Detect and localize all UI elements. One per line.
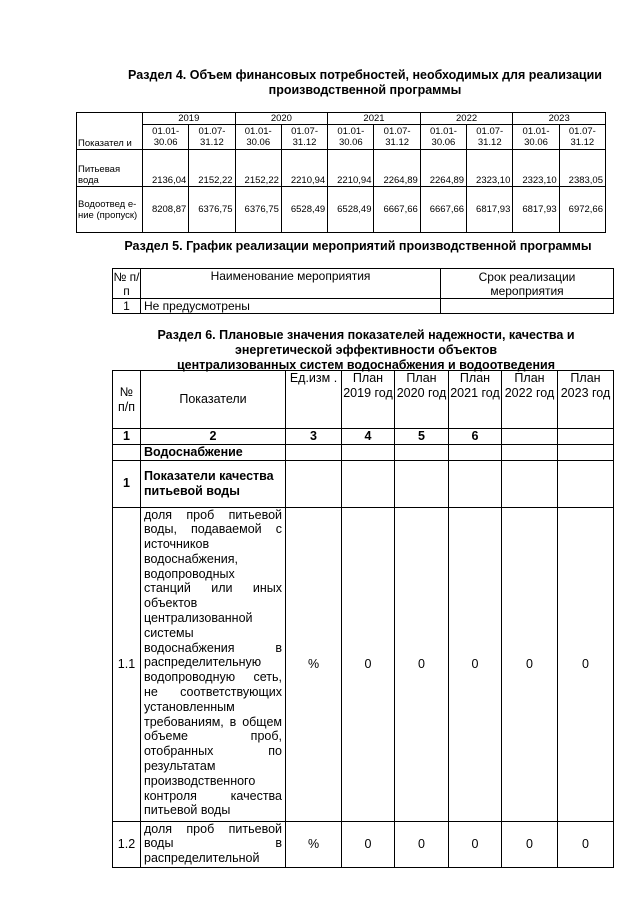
t6-group-row bbox=[113, 444, 614, 460]
t6-group-label: Водоснабжение bbox=[141, 444, 286, 460]
table-row bbox=[113, 507, 614, 821]
t5-row-num: 1 bbox=[113, 299, 141, 314]
t6-empty-cell bbox=[113, 444, 141, 460]
t6-empty-cell bbox=[558, 460, 614, 507]
t6-plan-header: План 2020 год bbox=[395, 371, 449, 429]
t5-row-name: Не предусмотрены bbox=[141, 299, 441, 314]
t6-plan-header: План 2019 год bbox=[342, 371, 395, 429]
t6-empty-cell bbox=[342, 444, 395, 460]
t4-cell: 2264,89 bbox=[374, 150, 420, 187]
t4-cell: 2152,22 bbox=[235, 150, 281, 187]
t6-row-value: 0 bbox=[395, 507, 449, 821]
t6-plan-header: План 2021 год bbox=[449, 371, 502, 429]
t6-unit-header: Ед.изм . bbox=[286, 371, 342, 429]
t6-col-number: 6 bbox=[449, 429, 502, 445]
t6-col-number: 3 bbox=[286, 429, 342, 445]
t4-period: 01.07-31.12 bbox=[281, 125, 327, 150]
t4-year: 2020 bbox=[235, 113, 328, 125]
t6-empty-cell bbox=[502, 444, 558, 460]
t5-num-header: № п/п bbox=[113, 269, 140, 298]
t4-cell: 2323,10 bbox=[513, 150, 559, 187]
t6-header-row bbox=[113, 371, 614, 429]
section4-title bbox=[100, 68, 630, 98]
t4-cell: 6376,75 bbox=[235, 187, 281, 233]
t4-indicator-header: Показател и bbox=[77, 113, 143, 150]
t6-row-unit: % bbox=[286, 507, 342, 821]
t6-col-numbers-row bbox=[113, 429, 614, 445]
t4-year: 2022 bbox=[420, 113, 513, 125]
t4-cell: 6528,49 bbox=[328, 187, 374, 233]
t4-period: 01.01-30.06 bbox=[235, 125, 281, 150]
t6-row-value: 0 bbox=[395, 821, 449, 867]
t4-cell: 2136,04 bbox=[143, 150, 189, 187]
t6-row-text: доля проб питьевой воды, подаваемой с источников водоснабжения, водопроводных станций или иных объектов централизованной системы водоснабжения в распределительную водопроводную сеть, не соответствующих установленным требованиям, в общем объеме проб, отобранных по результатам производственного контроля качества питьевой воды bbox=[141, 507, 286, 821]
t4-period: 01.07-31.12 bbox=[559, 125, 605, 150]
t4-row-label: Водоотвед е-ние (пропуск) bbox=[77, 187, 143, 233]
t6-empty-cell bbox=[558, 444, 614, 460]
t4-cell: 2152,22 bbox=[189, 150, 235, 187]
t4-cell: 6376,75 bbox=[189, 187, 235, 233]
table-row bbox=[113, 299, 614, 314]
t6-empty-cell bbox=[449, 444, 502, 460]
t6-subgroup-label: Показатели качества питьевой воды bbox=[141, 460, 286, 507]
table-row bbox=[77, 187, 606, 233]
t6-subgroup-num: 1 bbox=[113, 460, 141, 507]
t4-year: 2023 bbox=[513, 113, 606, 125]
section6-title-line2: энергетической эффективности объектов bbox=[234, 343, 498, 357]
t6-indicators-header: Показатели bbox=[141, 371, 286, 429]
t5-row-term bbox=[441, 299, 614, 314]
t6-empty-cell bbox=[286, 460, 342, 507]
t5-term-header: Срок реализации мероприятия bbox=[441, 269, 614, 299]
t6-col-number: 1 bbox=[113, 429, 141, 445]
t4-cell: 6667,66 bbox=[374, 187, 420, 233]
t6-plan-header: План 2022 год bbox=[502, 371, 558, 429]
t6-row-value: 0 bbox=[558, 507, 614, 821]
section6-title-line3: централизованных систем водоснабжения и водоотведения bbox=[176, 358, 556, 372]
t6-row-value: 0 bbox=[558, 821, 614, 867]
t4-cell: 6667,66 bbox=[420, 187, 466, 233]
section4-title-line2: производственной программы bbox=[268, 83, 462, 97]
indicators-table bbox=[112, 370, 614, 868]
t4-year: 2021 bbox=[328, 113, 421, 125]
events-schedule-table bbox=[112, 268, 614, 314]
t6-row-value: 0 bbox=[449, 507, 502, 821]
t6-empty-cell bbox=[395, 460, 449, 507]
t4-years-row bbox=[77, 113, 606, 125]
t4-row-label: Питьевая вода bbox=[77, 150, 143, 187]
t4-period: 01.07-31.12 bbox=[374, 125, 420, 150]
t6-row-text: доля проб питьевой воды в распределительной bbox=[141, 821, 286, 867]
t4-period: 01.01-30.06 bbox=[328, 125, 374, 150]
t6-row-value: 0 bbox=[342, 821, 395, 867]
t6-subgroup-row bbox=[113, 460, 614, 507]
t6-col-number bbox=[502, 429, 558, 445]
t4-period: 01.07-31.12 bbox=[189, 125, 235, 150]
t6-empty-cell bbox=[342, 460, 395, 507]
t4-cell: 6817,93 bbox=[467, 187, 513, 233]
t6-empty-cell bbox=[286, 444, 342, 460]
t6-empty-cell bbox=[449, 460, 502, 507]
t4-cell: 2210,94 bbox=[281, 150, 327, 187]
t5-name-header: Наименование мероприятия bbox=[141, 269, 441, 299]
t4-cell: 2264,89 bbox=[420, 150, 466, 187]
t6-col-number: 2 bbox=[141, 429, 286, 445]
section6-title bbox=[110, 328, 622, 373]
t6-plan-header: План 2023 год bbox=[558, 371, 614, 429]
t6-row-unit: % bbox=[286, 821, 342, 867]
t4-cell: 6528,49 bbox=[281, 187, 327, 233]
table-row bbox=[113, 821, 614, 867]
t4-year: 2019 bbox=[143, 113, 236, 125]
t4-cell: 2383,05 bbox=[559, 150, 605, 187]
section5-title: Раздел 5. График реализации мероприятий производственной программы bbox=[124, 239, 592, 253]
t6-col-number: 4 bbox=[342, 429, 395, 445]
t6-num-header: № п/п bbox=[113, 371, 141, 429]
section6-title-line1: Раздел 6. Плановые значения показателей надежности, качества и bbox=[157, 328, 575, 342]
t6-row-value: 0 bbox=[449, 821, 502, 867]
t6-col-number bbox=[558, 429, 614, 445]
t6-row-value: 0 bbox=[502, 821, 558, 867]
t6-row-value: 0 bbox=[342, 507, 395, 821]
t4-cell: 6972,66 bbox=[559, 187, 605, 233]
t4-cell: 6817,93 bbox=[513, 187, 559, 233]
t4-period: 01.01-30.06 bbox=[513, 125, 559, 150]
financial-needs-table bbox=[76, 112, 606, 233]
t6-empty-cell bbox=[395, 444, 449, 460]
t6-row-num: 1.2 bbox=[113, 821, 141, 867]
t4-cell: 8208,87 bbox=[143, 187, 189, 233]
section4-title-line1: Раздел 4. Объем финансовых потребностей, необходимых для реализации bbox=[128, 68, 602, 82]
t6-empty-cell bbox=[502, 460, 558, 507]
t4-period: 01.07-31.12 bbox=[467, 125, 513, 150]
t6-row-num: 1.1 bbox=[113, 507, 141, 821]
table-row bbox=[77, 150, 606, 187]
t4-cell: 2323,10 bbox=[467, 150, 513, 187]
t5-header-row bbox=[113, 269, 614, 299]
t6-col-number: 5 bbox=[395, 429, 449, 445]
t4-cell: 2210,94 bbox=[328, 150, 374, 187]
t4-period: 01.01-30.06 bbox=[143, 125, 189, 150]
t4-period: 01.01-30.06 bbox=[420, 125, 466, 150]
t6-row-value: 0 bbox=[502, 507, 558, 821]
t4-periods-row bbox=[77, 125, 606, 150]
